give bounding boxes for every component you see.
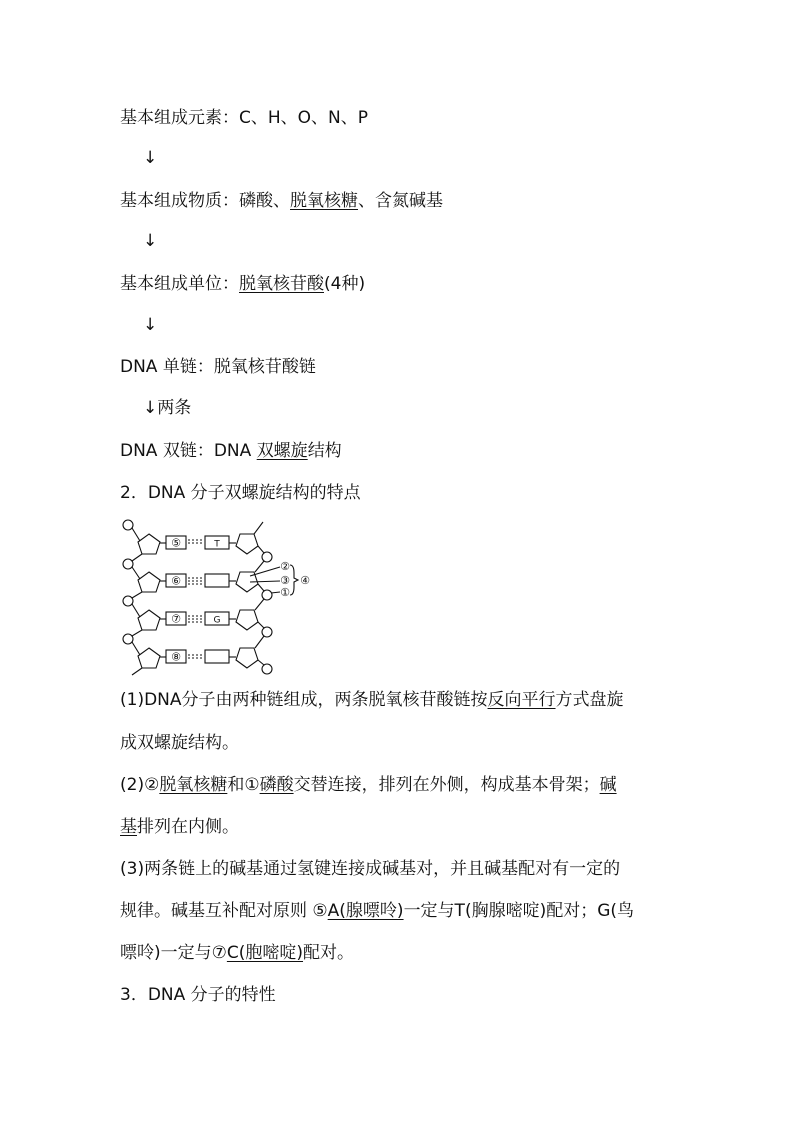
base-box bbox=[205, 650, 229, 663]
phosphate-circle bbox=[123, 596, 133, 606]
sugar-pentagon bbox=[236, 610, 258, 630]
label-8: ⑧ bbox=[171, 650, 181, 664]
phosphate-circle bbox=[123, 634, 133, 644]
label-3: ③ bbox=[280, 574, 290, 587]
answer-base: 基 bbox=[120, 817, 137, 837]
answer-cytosine: C(胞嘧啶) bbox=[226, 943, 304, 963]
flow-line-double-strand bbox=[120, 441, 342, 461]
sugar-pentagon bbox=[236, 648, 258, 668]
answer-antiparallel: 反向平行 bbox=[487, 690, 556, 710]
paragraph-1-cont: 成双螺旋结构。 bbox=[120, 733, 239, 753]
down-arrow-two-label: ↓两条 bbox=[143, 398, 192, 418]
flow-text: 、含氮碱基 bbox=[358, 191, 443, 211]
paragraph-2-cont: 基排列在内侧。 bbox=[120, 817, 239, 837]
flow-text: 基本组成单位： bbox=[120, 274, 239, 294]
sugar-pentagon bbox=[138, 534, 160, 554]
sugar-pentagon bbox=[138, 648, 160, 668]
phosphate-circle bbox=[123, 559, 133, 569]
sugar-pentagon bbox=[138, 610, 160, 630]
bracket-icon bbox=[290, 565, 298, 595]
flow-text: 基本组成物质：磷酸、 bbox=[120, 191, 290, 211]
sugar-pentagon bbox=[138, 572, 160, 592]
phosphate-circle bbox=[262, 590, 272, 600]
answer-deoxyribose: 脱氧核糖 bbox=[159, 775, 228, 795]
label-2: ② bbox=[280, 560, 290, 573]
answer-double-helix: 双螺旋 bbox=[256, 441, 308, 461]
flow-text: (4种) bbox=[324, 274, 366, 294]
flow-line-single-strand bbox=[120, 357, 316, 377]
base-box bbox=[205, 574, 229, 587]
label-4: ④ bbox=[300, 574, 310, 587]
label-base-G: G bbox=[213, 615, 221, 626]
section-heading-3: 3．DNA 分子的特性 bbox=[120, 985, 276, 1005]
label-7: ⑦ bbox=[171, 612, 181, 626]
label-1: ① bbox=[280, 586, 290, 599]
down-arrow-icon: ↓ bbox=[143, 148, 158, 168]
phosphate-circle bbox=[262, 552, 272, 562]
down-arrow-icon: ↓ bbox=[143, 231, 158, 251]
label-5: ⑤ bbox=[171, 536, 181, 550]
paragraph-2: (2)②脱氧核糖和①磷酸交替连接，排列在外侧，构成基本骨架；碱 bbox=[120, 775, 617, 795]
paragraph-3-cont2: 嘌呤)一定与⑦C(胞嘧啶)配对。 bbox=[120, 943, 355, 963]
flow-line-substances bbox=[120, 191, 443, 211]
label-base-T: T bbox=[214, 539, 220, 550]
phosphate-circle bbox=[262, 627, 272, 637]
paragraph-1: (1)DNA分子由两种链组成，两条脱氧核苷酸链按反向平行方式盘旋 bbox=[120, 690, 624, 710]
paragraph-3: (3)两条链上的碱基通过氢键连接成碱基对，并且碱基配对有一定的 bbox=[120, 859, 621, 879]
flow-text: 基本组成元素：C、H、O、N、P bbox=[120, 108, 369, 128]
answer-deoxynucleotide: 脱氧核苷酸 bbox=[239, 274, 324, 294]
flow-text: 结构 bbox=[307, 441, 342, 461]
section-heading-2: 2．DNA 分子双螺旋结构的特点 bbox=[120, 483, 361, 503]
flow-line-elements bbox=[120, 108, 368, 128]
flow-text: DNA 单链：脱氧核苷酸链 bbox=[120, 357, 316, 377]
answer-phosphate: 磷酸 bbox=[259, 775, 294, 795]
answer-adenine: A(腺嘌呤) bbox=[327, 901, 404, 921]
paragraph-3-cont: 规律。碱基互补配对原则 ⑤A(腺嘌呤)一定与T(胸腺嘧啶)配对；G(鸟 bbox=[120, 901, 635, 921]
answer-deoxyribose: 脱氧核糖 bbox=[290, 191, 358, 211]
flow-line-unit bbox=[120, 274, 365, 294]
down-arrow-icon: ↓ bbox=[143, 315, 158, 335]
sugar-pentagon bbox=[236, 534, 258, 554]
flow-text: DNA 双链：DNA bbox=[120, 441, 257, 461]
phosphate-circle bbox=[262, 664, 272, 674]
dna-structure-diagram bbox=[118, 515, 318, 677]
phosphate-circle bbox=[123, 520, 133, 530]
answer-base: 碱 bbox=[599, 775, 617, 795]
label-6: ⑥ bbox=[171, 574, 181, 588]
